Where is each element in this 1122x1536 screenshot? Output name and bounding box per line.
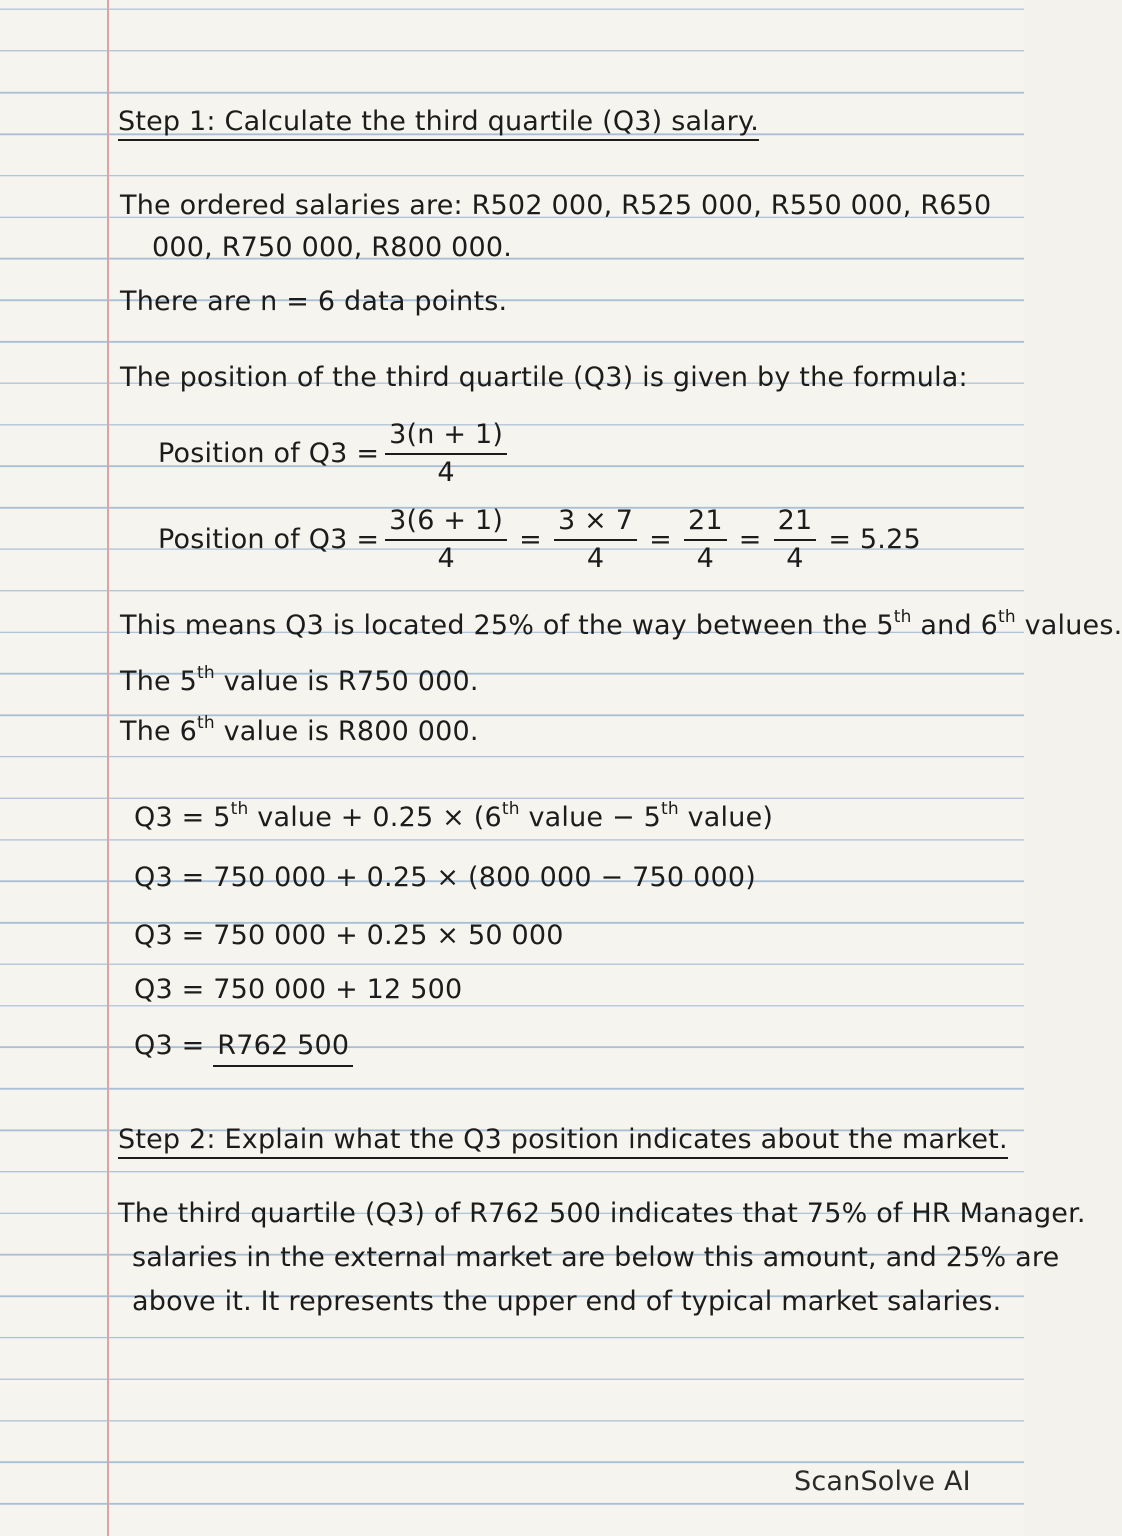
formula-numerator: 3(n + 1) — [385, 420, 507, 455]
calc-fraction-4-denominator: 4 — [786, 542, 804, 574]
q3-equation-1-text: value + 0.25 × (6 — [257, 802, 502, 833]
calc-result: = 5.25 — [828, 524, 921, 556]
fifth-value-text: value is R750 000. — [223, 666, 479, 697]
calc-fraction-4 — [774, 506, 817, 573]
calc-fraction-2-denominator: 4 — [586, 542, 605, 574]
fifth-value-text: The 5 — [120, 666, 197, 697]
equals-sign: = — [738, 524, 762, 556]
step2-line-1: The third quartile (Q3) of R762 500 indicates that 75% of HR Manager. — [118, 1198, 1086, 1229]
sixth-value-text: value is R800 000. — [223, 716, 479, 747]
q3-equation-2-text: 750 000 + 0.25 × (800 000 − 750 000) — [213, 862, 756, 893]
sixth-value-line — [120, 713, 479, 747]
calc-fraction-3-numerator: 21 — [684, 506, 727, 541]
q3-label: Q3 = — [134, 920, 205, 951]
sixth-value-text: The 6 — [120, 716, 197, 747]
ordered-salaries-line2: 000, R750 000, R800 000. — [152, 232, 513, 263]
step2-line-3: above it. It represents the upper end of typical market salaries. — [132, 1286, 1002, 1317]
q3-final-answer — [134, 1030, 353, 1061]
q3-meaning-text: and 6 — [920, 610, 998, 641]
q3-equation-1 — [134, 799, 774, 833]
position-formula — [158, 420, 513, 487]
superscript-th: th — [230, 799, 249, 819]
calc-fraction-3-denominator: 4 — [696, 542, 715, 574]
calc-fraction-2-numerator: 3 × 7 — [554, 506, 637, 541]
q3-equation-4 — [134, 974, 462, 1005]
q3-answer-value: R762 500 — [213, 1030, 353, 1067]
formula-denominator: 4 — [437, 456, 455, 488]
calc-label: Position of Q3 = — [158, 524, 380, 556]
position-calculation — [158, 506, 927, 573]
calc-fraction-1-numerator: 3(6 + 1) — [385, 506, 507, 541]
step2-heading: Step 2: Explain what the Q3 position indicates about the market. — [118, 1124, 1008, 1159]
data-point-count: There are n = 6 data points. — [120, 286, 508, 317]
q3-equation-3-text: 750 000 + 0.25 × 50 000 — [213, 920, 564, 951]
equals-sign: = — [649, 524, 672, 556]
equals-sign: = — [519, 524, 542, 556]
position-label: Position of Q3 = — [158, 438, 380, 470]
superscript-th: th — [501, 799, 520, 819]
ordered-salaries-line1: The ordered salaries are: R502 000, R525 000, R550 000, R650 — [120, 190, 992, 221]
q3-equation-3 — [134, 920, 564, 951]
step1-heading: Step 1: Calculate the third quartile (Q3) salary. — [118, 106, 759, 141]
q3-meaning — [120, 607, 1122, 641]
step2-line-2: salaries in the external market are below this amount, and 25% are — [132, 1242, 1060, 1273]
superscript-th: th — [893, 607, 912, 627]
calc-fraction-1 — [385, 506, 507, 573]
margin-line — [107, 0, 109, 1536]
q3-label: Q3 = — [134, 974, 205, 1005]
fifth-value-line — [120, 663, 479, 697]
brand-watermark: ScanSolve AI — [794, 1466, 971, 1497]
superscript-th: th — [997, 607, 1016, 627]
q3-meaning-text: This means Q3 is located 25% of the way between the 5 — [120, 610, 894, 641]
superscript-th: th — [660, 799, 679, 819]
calc-fraction-4-numerator: 21 — [774, 506, 817, 541]
q3-meaning-text: values. — [1024, 610, 1122, 641]
calc-fraction-3 — [684, 506, 727, 573]
superscript-th: th — [196, 663, 215, 683]
formula-intro: The position of the third quartile (Q3) is given by the formula: — [120, 362, 968, 393]
q3-equation-1-text: value) — [687, 802, 774, 833]
q3-label: Q3 = — [134, 862, 205, 893]
q3-equation-1-text: value − 5 — [528, 802, 661, 833]
calc-fraction-2 — [554, 506, 637, 573]
q3-equation-1-text: 5 — [213, 802, 231, 833]
formula-fraction — [385, 420, 507, 487]
q3-label: Q3 = — [134, 1030, 205, 1061]
superscript-th: th — [196, 713, 215, 733]
q3-label: Q3 = — [134, 802, 205, 833]
calc-fraction-1-denominator: 4 — [437, 542, 455, 574]
q3-equation-2 — [134, 862, 756, 893]
q3-equation-4-text: 750 000 + 12 500 — [213, 974, 463, 1005]
